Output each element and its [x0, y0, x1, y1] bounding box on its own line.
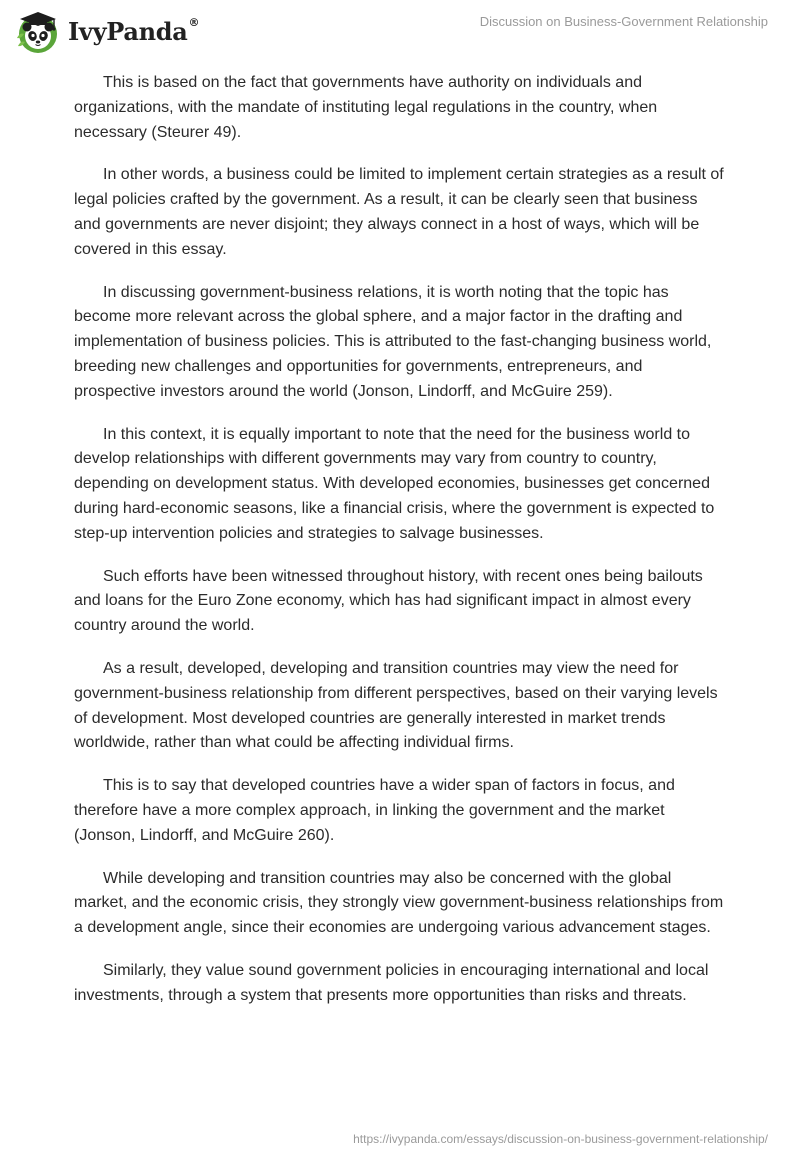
paragraph: In other words, a business could be limited to implement certain strategies as a result of legal policies crafted by the government. As a result, it can be clearly seen that business and governments are never disjoint; they always connect in a host of ways, which will be covered in this essay.: [74, 166, 724, 258]
paragraph: This is to say that developed countries have a wider span of factors in focus, and therefore have a more complex approach, in linking the government and the market (Jonson, Lindorff, and McGuire 260).: [74, 777, 675, 844]
paragraph: This is based on the fact that governments have authority on individuals and organizations, with the mandate of instituting legal regulations in the country, when necessary (Steurer 49).: [74, 74, 658, 141]
brand-wordmark: [68, 16, 200, 46]
brand-name: IvyPanda: [68, 17, 188, 46]
brand-registered-mark: ®: [188, 16, 200, 29]
source-url[interactable]: https://ivypanda.com/essays/discussion-on-business-government-relationship/: [353, 1132, 768, 1146]
paragraph: While developing and transition countries may also be concerned with the global market, and the economic crisis, they strongly view government-business relationships from a development angle, since their economies are undergoing various advancement stages.: [74, 869, 724, 937]
paragraph: In this context, it is equally important to note that the need for the business world to develop relationships with different governments may vary from country to country, depending on development status. With developed economies, businesses get concerned during hard-economic seasons, like a financial crisis, where the government is expected to step-up intervention policies and strategies to salvage businesses.: [74, 425, 715, 542]
panda-graduate-icon: [14, 8, 62, 56]
paragraph: Such efforts have been witnessed throughout history, with recent ones being bailouts and loans for the Euro Zone economy, which has had significant impact in almost every country around the world.: [74, 567, 703, 635]
paragraph: Similarly, they value sound government policies in encouraging international and local investments, through a system that presents more opportunities than risks and threats.: [74, 961, 709, 1004]
document-title: Discussion on Business-Government Relationship: [479, 14, 768, 29]
brand-logo[interactable]: [14, 8, 199, 56]
essay-body: [74, 71, 726, 1027]
paragraph: In discussing government-business relations, it is worth noting that the topic has become more relevant across the global sphere, and a major factor in the drafting and implementation of business policies. This is attributed to the fast-changing business world, breeding new challenges and opportunities for governments, entrepreneurs, and prospective investors around the world (Jonson, Lindorff, and McGuire 259).: [74, 283, 712, 400]
page-header: [0, 0, 800, 60]
paragraph: As a result, developed, developing and transition countries may view the need for government-business relationship from different perspectives, based on their varying levels of development. Most developed countries are generally interested in market trends worldwide, rather than what could be affecting individual firms.: [74, 659, 718, 752]
